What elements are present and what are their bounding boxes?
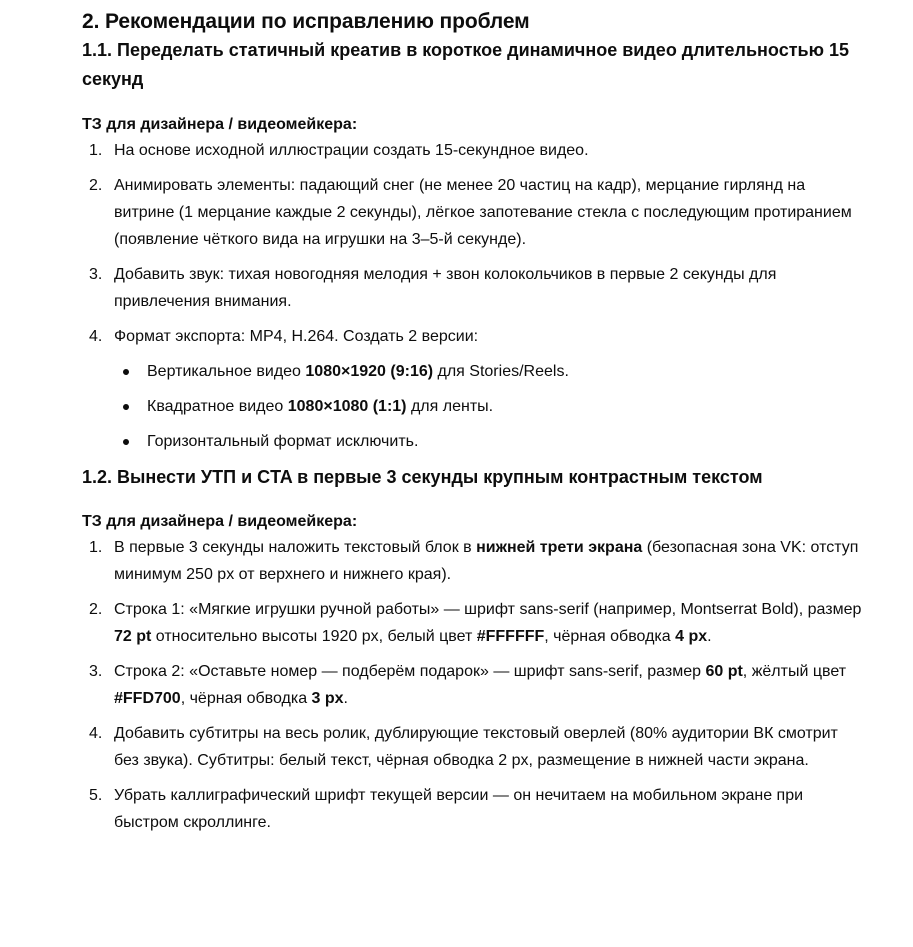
subsection-2-title: 1.2. Вынести УТП и CTA в первые 3 секунды крупным контрастным текстом: [82, 467, 763, 487]
list-item: [82, 323, 863, 455]
list-number: 3.: [89, 266, 103, 283]
list-number: 3.: [89, 663, 103, 680]
list-number: 2.: [89, 601, 103, 618]
list-item: [82, 596, 863, 650]
bullet-text: для ленты.: [406, 398, 494, 415]
list-item: [82, 782, 863, 836]
list-item-text: , жёлтый цвет: [742, 663, 847, 680]
list-number: 2.: [89, 177, 103, 194]
list-item: [82, 172, 863, 253]
export-format-bullets: [114, 358, 863, 455]
subsection-2-steps: [82, 534, 863, 836]
list-item-text: На основе исходной иллюстрации создать 15-секундное видео.: [114, 142, 589, 159]
list-item-bold-text: нижней трети экрана: [476, 539, 643, 556]
bullet-item: [114, 393, 863, 420]
list-item-text: Строка 1: «Мягкие игрушки ручной работы» — шрифт sans-serif (например, Montserrat Bold), размер: [114, 601, 862, 618]
list-item-text: (безопасная зона VK: отступ минимум 250 px от верхнего и нижнего края).: [114, 539, 859, 583]
list-number: 4.: [89, 725, 103, 742]
list-item-text: .: [343, 690, 348, 707]
section-title: 2. Рекомендации по исправлению проблем: [82, 10, 530, 33]
list-item-bold-text: #FFFFFF: [476, 628, 545, 645]
list-item-text: , чёрная обводка: [544, 628, 676, 645]
list-item-bold-text: 72 pt: [114, 628, 152, 645]
bullet-dot-icon: [123, 369, 129, 375]
list-number: 1.: [89, 142, 103, 159]
bullet-text: для Stories/Reels.: [433, 363, 569, 380]
list-item-text: Добавить субтитры на весь ролик, дублирующие текстовый оверлей (80% аудитории ВК смотрит без звука). Субтитры: белый текст, чёрная обводка 2 px, размещение в нижней части экрана.: [114, 725, 838, 769]
bullet-text: Горизонтальный формат исключить.: [147, 433, 419, 450]
bullet-text: Вертикальное видео: [147, 363, 306, 380]
list-item: [82, 720, 863, 774]
list-item-bold-text: 3 px: [311, 690, 344, 707]
list-item: [82, 137, 863, 164]
list-number: 1.: [89, 539, 103, 556]
list-number: 4.: [89, 328, 103, 345]
subsection-1-tz-label: ТЗ для дизайнера / видеомейкера:: [82, 116, 358, 133]
list-item: [82, 534, 863, 588]
bullet-text: Квадратное видео: [147, 398, 288, 415]
bullet-item: [114, 358, 863, 385]
list-item-text: Формат экспорта: MP4, H.264. Создать 2 версии:: [114, 328, 479, 345]
list-item: [82, 658, 863, 712]
list-item-bold-text: #FFD700: [114, 690, 181, 707]
bullet-dot-icon: [123, 439, 129, 445]
bullet-item: [114, 428, 863, 455]
list-item-text: .: [707, 628, 712, 645]
subsection-1-steps: [82, 137, 863, 455]
list-item-text: относительно высоты 1920 px, белый цвет: [151, 628, 477, 645]
bullet-bold-text: 1080×1080 (1:1): [287, 398, 407, 415]
subsection-1-title: 1.1. Переделать статичный креатив в короткое динамичное видео длительностью 15 секунд: [82, 40, 849, 89]
list-item-bold-text: 60 pt: [705, 663, 743, 680]
subsection-2-tz-label: ТЗ для дизайнера / видеомейкера:: [82, 513, 358, 530]
list-item-text: Добавить звук: тихая новогодняя мелодия + звон колокольчиков в первые 2 секунды для привлечения внимания.: [114, 266, 777, 310]
list-item-text: , чёрная обводка: [180, 690, 312, 707]
list-item-text: Убрать каллиграфический шрифт текущей версии — он нечитаем на мобильном экране при быстром скроллинге.: [114, 787, 804, 831]
list-item-text: В первые 3 секунды наложить текстовый блок в: [114, 539, 477, 556]
bullet-dot-icon: [123, 404, 129, 410]
list-item-bold-text: 4 px: [675, 628, 708, 645]
list-number: 5.: [89, 787, 103, 804]
list-item: [82, 261, 863, 315]
list-item-text: Строка 2: «Оставьте номер — подберём подарок» — шрифт sans-serif, размер: [114, 663, 706, 680]
bullet-bold-text: 1080×1920 (9:16): [305, 363, 434, 380]
list-item-text: Анимировать элементы: падающий снег (не менее 20 частиц на кадр), мерцание гирлянд на витрине (1 мерцание каждые 2 секунды), лёгкое запотевание стекла с последующим протиранием (появление чёткого вида на игрушки на 3–5-й секунде).: [114, 177, 852, 248]
